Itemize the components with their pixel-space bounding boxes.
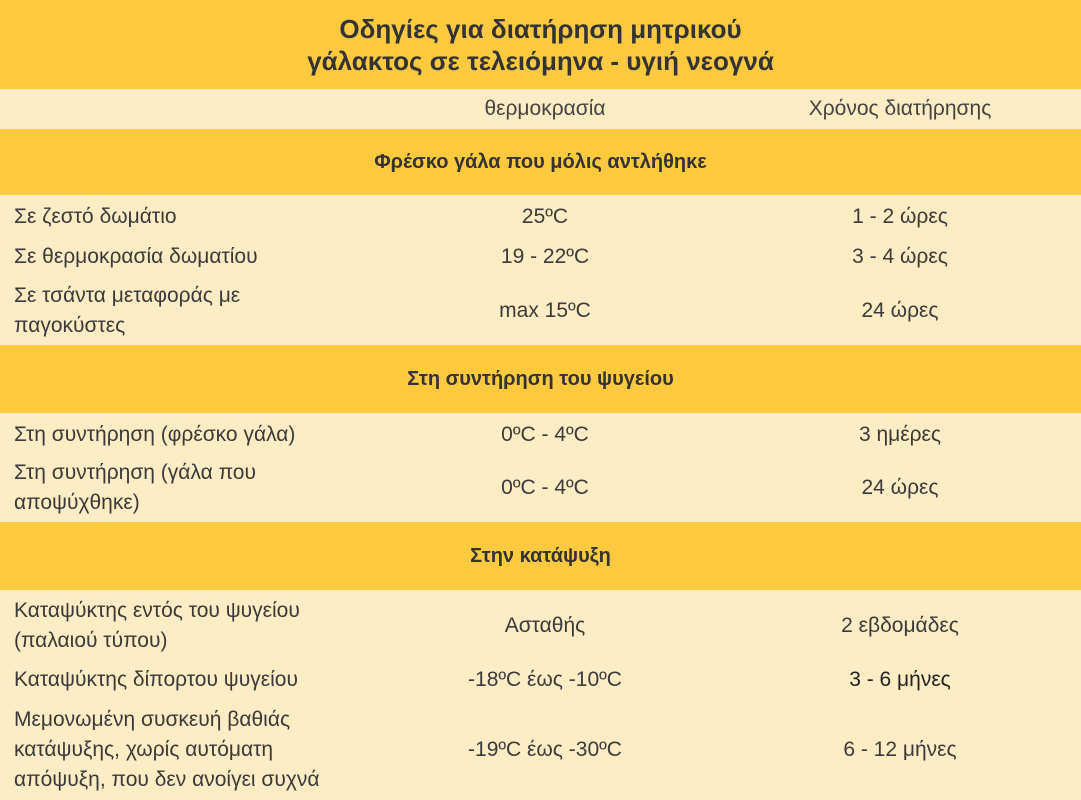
row-place: Καταψύκτης δίπορτου ψυγείου [14, 668, 298, 691]
table-row [0, 703, 1081, 797]
section-header-fresh [0, 129, 1081, 195]
row-duration: 24 ώρες [861, 476, 939, 499]
row-place: Στη συντήρηση (φρέσκο γάλα) [14, 423, 296, 446]
row-place: Σε τσάντα μεταφοράς με παγοκύστες [14, 284, 241, 337]
row-temperature: 19 - 22ºC [500, 245, 590, 268]
row-temperature: Ασταθής [504, 614, 586, 637]
column-header-row [0, 89, 1081, 129]
row-duration: 3 ημέρες [858, 423, 942, 446]
section-header-fridge [0, 345, 1081, 413]
row-place: Μεμονωμένη συσκευή βαθιάς κατάψυξης, χωρίς αυτόματη απόψυξη, που δεν ανοίγει συχνά [14, 708, 320, 791]
section-header-freezer [0, 522, 1081, 590]
row-duration: 2 εβδομάδες [841, 614, 959, 637]
row-temperature: -18ºC έως -10ºC [468, 668, 622, 691]
row-duration: 1 - 2 ώρες [852, 205, 948, 228]
row-temperature: 0ºC - 4ºC [501, 423, 589, 446]
table-title-line-2: γάλακτος σε τελειόμηνα - υγιή νεογνά [307, 45, 774, 76]
table-row [0, 197, 1081, 237]
row-duration: 24 ώρες [861, 299, 939, 322]
column-header-duration: Χρόνος διατήρησης [808, 97, 992, 120]
row-place: Καταψύκτης εντός του ψυγείου (παλαιού τύπου) [14, 599, 300, 652]
row-temperature: -19ºC έως -30ºC [468, 738, 622, 761]
table-title [0, 0, 1081, 89]
row-duration: 3 - 4 ώρες [852, 245, 948, 268]
section-title: Φρέσκο γάλα που μόλις αντλήθηκε [374, 150, 707, 173]
section-title: Στη συντήρηση του ψυγείου [407, 367, 674, 390]
row-duration: 3 - 6 μήνες [849, 668, 951, 691]
section-title: Στην κατάψυξη [470, 544, 611, 567]
row-place: Στη συντήρηση (γάλα που αποψύχθηκε) [14, 461, 256, 514]
table-title-line-1: Οδηγίες για διατήρηση μητρικού [339, 13, 742, 44]
table-row [0, 237, 1081, 277]
table-row [0, 594, 1081, 658]
table-row [0, 279, 1081, 343]
row-temperature: 0ºC - 4ºC [501, 476, 589, 499]
row-place: Σε ζεστό δωμάτιο [14, 205, 177, 228]
row-duration: 6 - 12 μήνες [843, 738, 957, 761]
row-temperature: max 15ºC [499, 299, 591, 322]
row-place: Σε θερμοκρασία δωματίου [14, 245, 258, 268]
table-row [0, 660, 1081, 700]
column-header-temperature: θερμοκρασία [484, 97, 606, 120]
table-row [0, 415, 1081, 455]
row-temperature: 25ºC [521, 205, 569, 228]
table-row [0, 456, 1081, 520]
